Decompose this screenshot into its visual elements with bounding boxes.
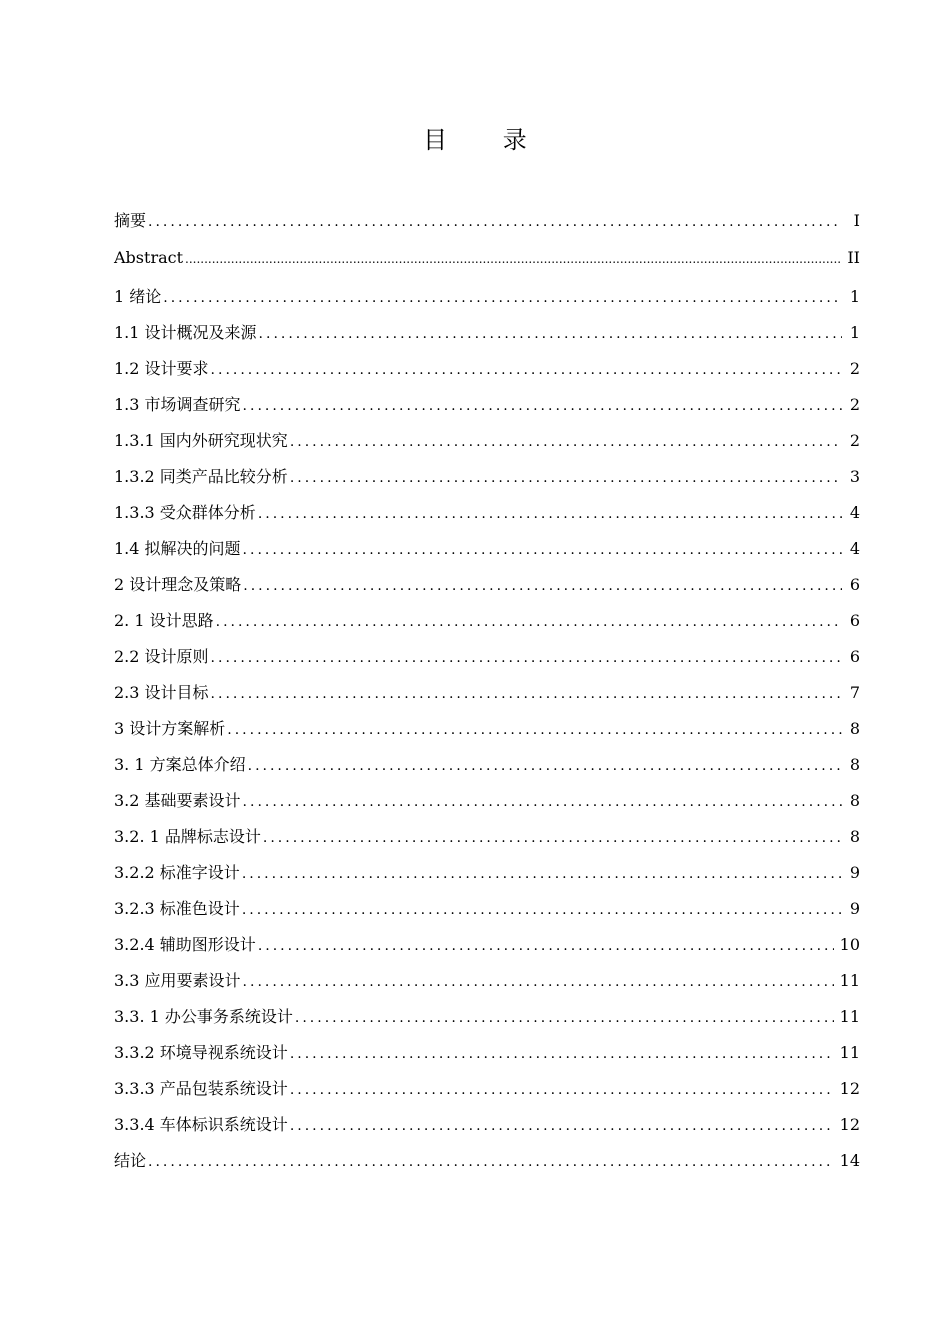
table-of-contents (114, 208, 860, 1184)
toc-page-number: 2 (849, 431, 860, 450)
toc-entry-label: 摘要 (114, 211, 147, 230)
toc-page-number: 6 (849, 611, 860, 630)
toc-page-number: 6 (849, 575, 860, 594)
toc-leader-dots (163, 290, 842, 306)
toc-leader-dots (243, 542, 842, 558)
toc-leader-dots (242, 866, 842, 882)
toc-entry-label: 3.2.3 标准色设计 (114, 899, 240, 918)
toc-leader-dots (242, 902, 842, 918)
toc-leader-dots (263, 830, 842, 846)
toc-page-number: 4 (849, 539, 860, 558)
toc-entry (114, 284, 860, 320)
toc-page-number: 9 (849, 899, 860, 918)
toc-leader-dots (290, 1046, 834, 1062)
toc-leader-dots (248, 758, 842, 774)
toc-entry-label: 1 绪论 (114, 287, 162, 306)
toc-page-number: 1 (849, 287, 860, 306)
toc-entry (114, 320, 860, 356)
toc-leader-dots (290, 470, 842, 486)
toc-leader-dots (243, 398, 842, 414)
toc-page-number: 14 (839, 1151, 860, 1170)
toc-entry-label: Abstract (114, 248, 184, 267)
toc-entry-label: 3.3.2 环境导视系统设计 (114, 1043, 288, 1062)
toc-entry-label: 3.2. 1 品牌标志设计 (114, 827, 261, 846)
toc-leader-dots (243, 794, 842, 810)
toc-page-number: 2 (849, 395, 860, 414)
toc-entry-label: 1.3.1 国内外研究现状究 (114, 431, 288, 450)
toc-entry (114, 788, 860, 824)
toc-leader-dots (258, 506, 842, 522)
toc-entry (114, 644, 860, 680)
toc-entry-label: 1.3.3 受众群体分析 (114, 503, 256, 522)
toc-entry (114, 860, 860, 896)
toc-page-number: 10 (839, 935, 860, 954)
toc-leader-dots (211, 686, 842, 702)
toc-entry (114, 392, 860, 428)
toc-leader-dots (148, 1154, 834, 1170)
toc-entry (114, 572, 860, 608)
toc-leader-dots (290, 1082, 834, 1098)
toc-entry-label: 3.3.4 车体标识系统设计 (114, 1115, 288, 1134)
toc-entry (114, 1040, 860, 1076)
toc-entry-label: 3.3. 1 办公事务系统设计 (114, 1007, 293, 1026)
toc-page-number: 4 (849, 503, 860, 522)
toc-entry (114, 248, 860, 284)
toc-entry (114, 356, 860, 392)
toc-leader-dots (290, 1118, 834, 1134)
toc-leader-dots (259, 326, 842, 342)
toc-entry-label: 3 设计方案解析 (114, 719, 226, 738)
toc-entry-label: 1.3.2 同类产品比较分析 (114, 467, 288, 486)
toc-page-number: 12 (839, 1115, 860, 1134)
toc-entry-label: 3. 1 方案总体介绍 (114, 755, 246, 774)
toc-entry (114, 536, 860, 572)
toc-page-number: 3 (849, 467, 860, 486)
toc-entry-label: 1.1 设计概况及来源 (114, 323, 257, 342)
toc-page-number: 11 (839, 1007, 860, 1026)
toc-entry (114, 1004, 860, 1040)
toc-entry-label: 1.2 设计要求 (114, 359, 209, 378)
toc-leader-dots (227, 722, 842, 738)
toc-entry (114, 464, 860, 500)
toc-leader-dots (290, 434, 842, 450)
toc-entry (114, 1112, 860, 1148)
toc-entry (114, 896, 860, 932)
toc-entry-label: 3.2 基础要素设计 (114, 791, 241, 810)
toc-entry (114, 1148, 860, 1184)
toc-page-number: 8 (849, 791, 860, 810)
toc-entry (114, 208, 860, 248)
toc-page-number: 8 (849, 719, 860, 738)
toc-leader-dots (211, 362, 842, 378)
toc-entry-label: 2.2 设计原则 (114, 647, 209, 666)
toc-page-number: 2 (849, 359, 860, 378)
toc-leader-dots (211, 650, 842, 666)
toc-page-number: 1 (849, 323, 860, 342)
toc-entry-label: 1.4 拟解决的问题 (114, 539, 241, 558)
toc-leader-dots (148, 214, 842, 230)
toc-entry-label: 3.3 应用要素设计 (114, 971, 241, 990)
toc-leader-dots (243, 578, 842, 594)
toc-entry (114, 932, 860, 968)
toc-page-number: 11 (839, 971, 860, 990)
toc-entry-label: 2. 1 设计思路 (114, 611, 214, 630)
toc-leader-dots (216, 614, 842, 630)
toc-leader-dots (243, 974, 834, 990)
toc-entry-label: 3.3.3 产品包装系统设计 (114, 1079, 288, 1098)
toc-page-number: 8 (849, 827, 860, 846)
toc-page-number: 11 (839, 1043, 860, 1062)
toc-page-number: 6 (849, 647, 860, 666)
toc-entry-label: 3.2.2 标准字设计 (114, 863, 240, 882)
toc-page-number: 12 (839, 1079, 860, 1098)
toc-entry-label: 结论 (114, 1151, 147, 1170)
toc-page-number: II (847, 248, 860, 267)
page-title: 目 录 (423, 126, 551, 154)
toc-entry (114, 752, 860, 788)
toc-entry (114, 608, 860, 644)
toc-entry-label: 1.3 市场调查研究 (114, 395, 241, 414)
toc-entry (114, 968, 860, 1004)
toc-entry (114, 716, 860, 752)
toc-leader-dots (295, 1010, 834, 1026)
toc-entry (114, 824, 860, 860)
toc-leader-dots (258, 938, 834, 954)
toc-entry (114, 680, 860, 716)
toc-entry-label: 2 设计理念及策略 (114, 575, 242, 594)
toc-entry (114, 428, 860, 464)
toc-page-number: 9 (849, 863, 860, 882)
toc-page-number: I (853, 211, 860, 230)
toc-entry (114, 500, 860, 536)
toc-page-number: 7 (849, 683, 860, 702)
toc-entry-label: 2.3 设计目标 (114, 683, 209, 702)
toc-leader-dots (185, 252, 842, 266)
toc-entry-label: 3.2.4 辅助图形设计 (114, 935, 256, 954)
toc-entry (114, 1076, 860, 1112)
toc-page-number: 8 (849, 755, 860, 774)
